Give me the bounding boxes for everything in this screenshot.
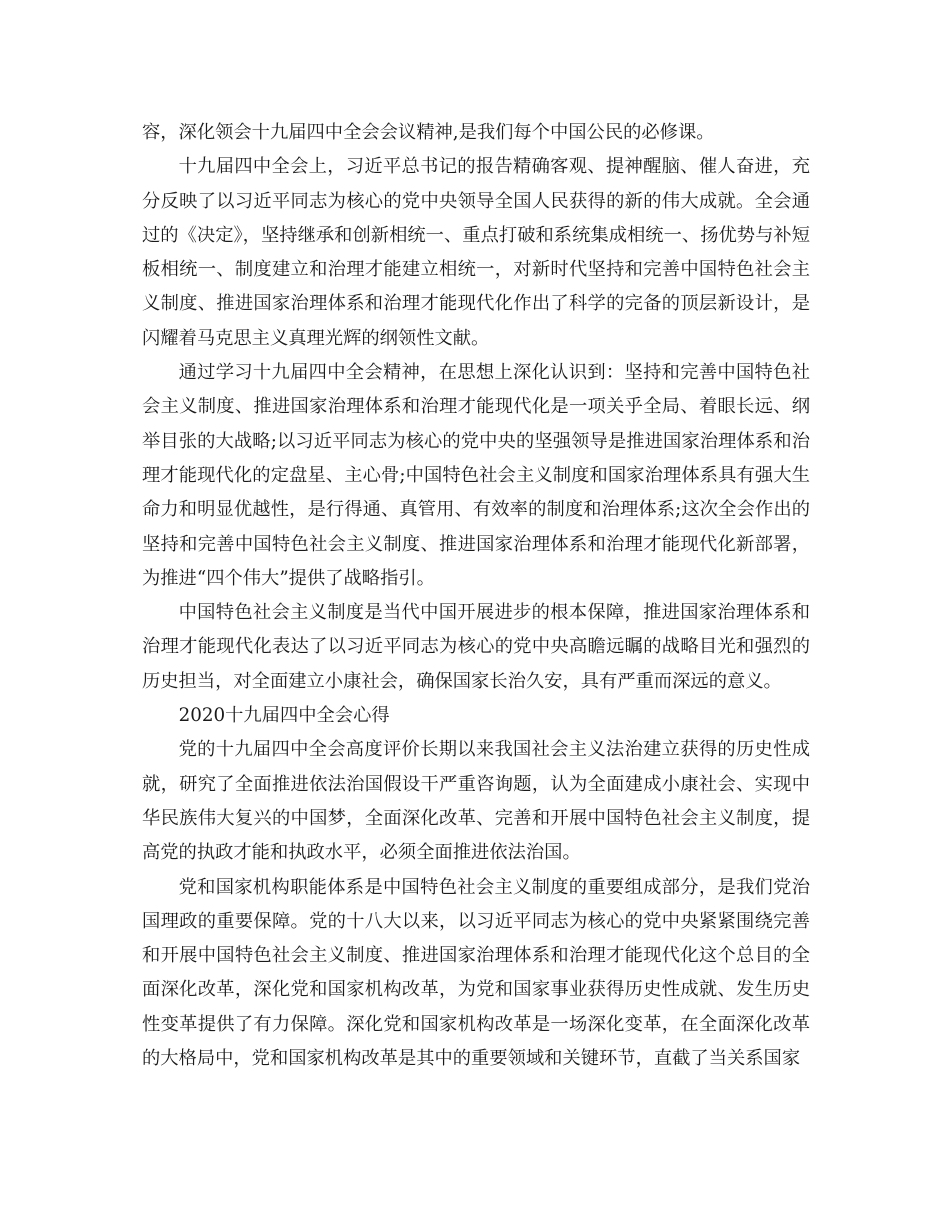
paragraph-study-understanding: 通过学习十九届四中全会精神，在思想上深化认识到：坚持和完善中国特色社会主义制度、推进国家治理体系和治理才能现代化是一项关乎全局、着眼长远、纲举目张的大战略;以习近平同志为核心的党中央的坚强领导是推进国家治理体系和治理才能现代化的定盘星、主心骨;中国特色社会主义制度和国家治理体系具有强大生命力和明显优越性，是行得通、真管用、有效率的制度和治理体系;这次全会作出的坚持和完善中国特色社会主义制度、推进国家治理体系和治理才能现代化新部署，为推进“四个伟大”提供了战略指引。 — [142, 362, 810, 589]
paragraph-rule-of-law: 党的十九届四中全会高度评价长期以来我国社会主义法治建立获得的历史性成就，研究了全面推进依法治国假设干严重咨询题，认为全面建成小康社会、实现中华民族伟大复兴的中国梦，全面深化改革、完善和开展中国特色社会主义制度，提高党的执政才能和执政水平，必须全面推进依法治国。 — [142, 739, 810, 864]
document-body — [142, 116, 810, 1076]
paragraph-continuation: 容，深化领会十九届四中全会会议精神,是我们每个中国公民的必修课。 — [142, 122, 715, 143]
paragraph-report-summary: 十九届四中全会上，习近平总书记的报告精确客观、提神醒脑、催人奋进，充分反映了以习近平同志为核心的党中央领导全国人民获得的新的伟大成就。全会通过的《决定》，坚持继承和创新相统一、重点打破和系统集成相统一、扬优势与补短板相统一、制度建立和治理才能建立相统一，对新时代坚持和完善中国特色社会主义制度、推进国家治理体系和治理才能现代化作出了科学的完备的顶层新设计，是闪耀着马克思主义真理光辉的纲领性文献。 — [142, 156, 810, 349]
section-heading: 2020十九届四中全会心得 — [178, 705, 390, 727]
paragraph-institutional-reform: 党和国家机构职能体系是中国特色社会主义制度的重要组成部分，是我们党治国理政的重要保障。党的十八大以来，以习近平同志为核心的党中央紧紧围绕完善和开展中国特色社会主义制度、推进国家治理体系和治理才能现代化这个总目的全面深化改革，深化党和国家机构改革，为党和国家事业获得历史性成就、发生历史性变革提供了有力保障。深化党和国家机构改革是一场深化变革，在全面深化改革的大格局中，党和国家机构改革是其中的重要领域和关键环节，直截了当关系国家 — [142, 876, 810, 1070]
paragraph-system-significance: 中国特色社会主义制度是当代中国开展进步的根本保障，推进国家治理体系和治理才能现代化表达了以习近平同志为核心的党中央高瞻远瞩的战略目光和强烈的历史担当，对全面建立小康社会，确保国家长治久安，具有严重而深远的意义。 — [142, 602, 810, 692]
